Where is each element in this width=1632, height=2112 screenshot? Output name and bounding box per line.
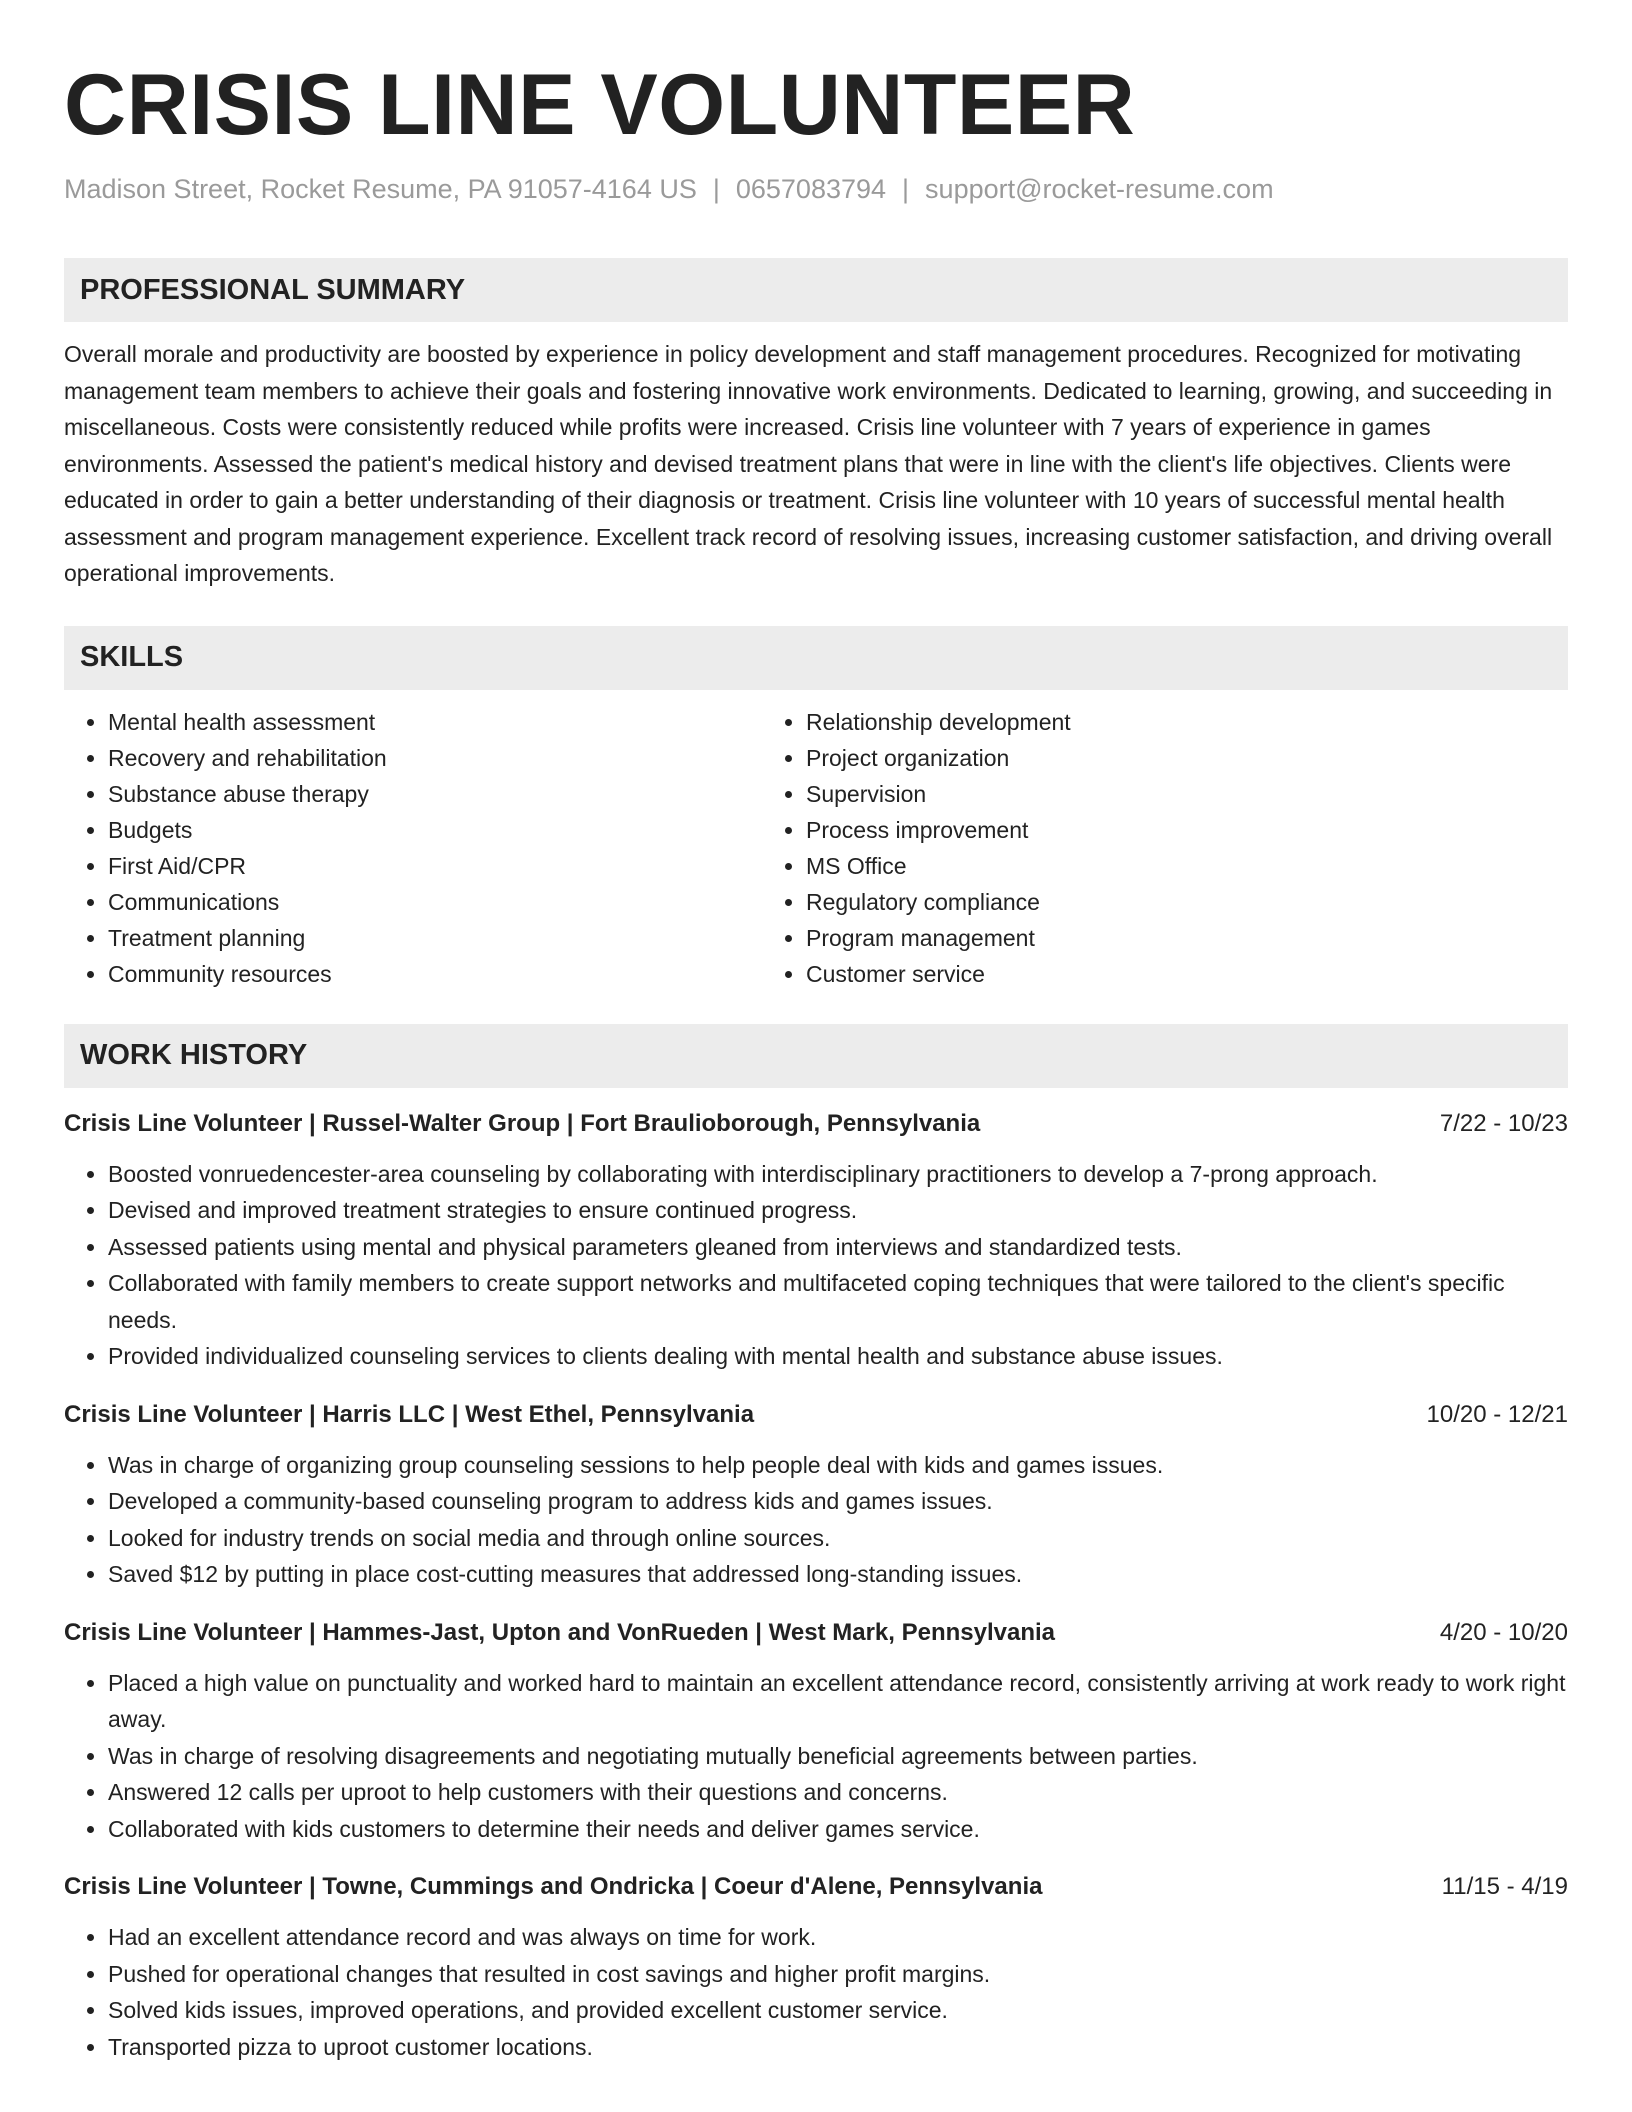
job-header: [64, 1617, 1568, 1649]
skills-column-left: [64, 704, 762, 992]
job-bullet: • Collaborated with family members to create support networks and multifaceted coping techniques that were tailored to the client's specific needs.: [108, 1265, 1568, 1338]
job-dates: 10/20 - 12/21: [1426, 1400, 1568, 1428]
skill-item: • Regulatory compliance: [806, 884, 1562, 920]
skill-item: • MS Office: [806, 848, 1562, 884]
job-bullets: [64, 1919, 1568, 2065]
resume-name: CRISIS LINE VOLUNTEER: [64, 57, 1136, 153]
job-title: Crisis Line Volunteer | Hammes-Jast, Upton and VonRueden | West Mark, Pennsylvania: [64, 1618, 1056, 1646]
job-dates: 11/15 - 4/19: [1441, 1873, 1568, 1900]
skill-item: • First Aid/CPR: [108, 848, 762, 884]
job-bullet: • Provided individualized counseling services to clients dealing with mental health and substance abuse issues.: [108, 1338, 1568, 1375]
job-bullet: • Had an excellent attendance record and was always on time for work.: [108, 1919, 1568, 1956]
job-entry: [64, 1617, 1568, 1848]
skill-item: • Budgets: [108, 812, 762, 848]
section-heading-skills: SKILLS: [64, 626, 1568, 690]
skill-item: • Substance abuse therapy: [108, 776, 762, 812]
job-dates: 4/20 - 10/20: [1439, 1618, 1568, 1646]
summary-text: Overall morale and productivity are boosted by experience in policy development and staff management procedures. Recognized for motivating management team members to achieve their goals and fostering innovative work environments. Dedicated to learning, growing, and succeeding in miscellaneous. Costs were consistently reduced while profits were increased. Crisis line volunteer with 7 years of experience in games environments. Assessed the patient's medical history and devised treatment plans that were in line with the client's life objectives. Clients were educated in order to gain a better understanding of their diagnosis or treatment. Crisis line volunteer with 10 years of successful mental health assessment and program management experience. Excellent track record of resolving issues, increasing customer satisfaction, and driving overall operational improvements.: [64, 341, 1553, 586]
job-bullets: [64, 1447, 1568, 1593]
section-heading-work-history: WORK HISTORY: [64, 1024, 1568, 1088]
job-header: [64, 1399, 1568, 1431]
job-bullets: [64, 1156, 1568, 1375]
job-bullet: • Saved $12 by putting in place cost-cutting measures that addressed long-standing issues.: [108, 1556, 1568, 1593]
contact-line: [64, 174, 1568, 205]
skill-item: • Relationship development: [806, 704, 1562, 740]
job-bullet: • Was in charge of resolving disagreements and negotiating mutually beneficial agreements between parties.: [108, 1738, 1568, 1775]
job-bullet: • Looked for industry trends on social media and through online sources.: [108, 1520, 1568, 1557]
skill-item: • Mental health assessment: [108, 704, 762, 740]
job-bullet: • Devised and improved treatment strategies to ensure continued progress.: [108, 1192, 1568, 1229]
contact-separator: |: [902, 174, 910, 204]
job-bullet: • Boosted vonruedencester-area counseling by collaborating with interdisciplinary practitioners to develop a 7-prong approach.: [108, 1156, 1568, 1193]
contact-separator: |: [712, 174, 720, 204]
skill-item: • Customer service: [806, 956, 1562, 992]
skill-item: • Treatment planning: [108, 920, 762, 956]
job-bullet: • Placed a high value on punctuality and worked hard to maintain an excellent attendance record, consistently arriving at work ready to work right away.: [108, 1665, 1568, 1738]
skill-item: • Communications: [108, 884, 762, 920]
job-entry: [64, 1108, 1568, 1375]
job-header: [64, 1871, 1568, 1903]
job-bullet: • Assessed patients using mental and physical parameters gleaned from interviews and standardized tests.: [108, 1229, 1568, 1266]
skills-column-right: [762, 704, 1562, 992]
job-entry: [64, 1399, 1568, 1593]
skill-item: • Program management: [806, 920, 1562, 956]
section-heading-summary: PROFESSIONAL SUMMARY: [64, 258, 1568, 322]
contact-address: Madison Street, Rocket Resume, PA 91057-4164 US: [64, 174, 697, 204]
job-bullet: • Answered 12 calls per uproot to help customers with their questions and concerns.: [108, 1774, 1568, 1811]
job-bullet: • Collaborated with kids customers to determine their needs and deliver games service.: [108, 1811, 1568, 1848]
job-dates: 7/22 - 10/23: [1439, 1109, 1568, 1137]
skill-item: • Community resources: [108, 956, 762, 992]
job-bullet: • Solved kids issues, improved operations, and provided excellent customer service.: [108, 1992, 1568, 2029]
job-title: Crisis Line Volunteer | Russel-Walter Group | Fort Braulioborough, Pennsylvania: [64, 1109, 981, 1137]
job-bullets: [64, 1665, 1568, 1848]
job-title: Crisis Line Volunteer | Harris LLC | West Ethel, Pennsylvania: [64, 1400, 755, 1428]
job-header: [64, 1108, 1568, 1140]
contact-phone: 0657083794: [735, 174, 887, 204]
job-entry: [64, 1871, 1568, 2065]
job-bullet: • Pushed for operational changes that resulted in cost savings and higher profit margins.: [108, 1956, 1568, 1993]
job-bullet: • Transported pizza to uproot customer locations.: [108, 2029, 1568, 2066]
job-title: Crisis Line Volunteer | Towne, Cummings and Ondricka | Coeur d'Alene, Pennsylvania: [64, 1873, 1043, 1900]
contact-email: support@rocket-resume.com: [925, 174, 1274, 204]
skill-item: • Recovery and rehabilitation: [108, 740, 762, 776]
job-bullet: • Was in charge of organizing group counseling sessions to help people deal with kids and games issues.: [108, 1447, 1568, 1484]
skill-item: • Supervision: [806, 776, 1562, 812]
work-history-list: [64, 1108, 1568, 2066]
skill-item: • Project organization: [806, 740, 1562, 776]
job-bullet: • Developed a community-based counseling program to address kids and games issues.: [108, 1483, 1568, 1520]
skill-item: • Process improvement: [806, 812, 1562, 848]
skills-list: [64, 704, 1568, 992]
